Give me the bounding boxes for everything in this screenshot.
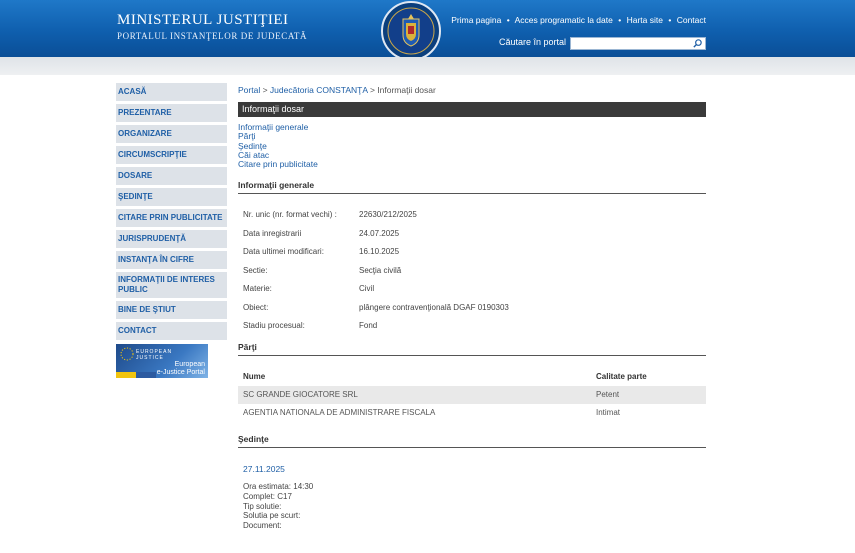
info-value: Fond bbox=[359, 321, 378, 331]
party-name: SC GRANDE GIOCATORE SRL bbox=[243, 390, 358, 400]
info-row bbox=[238, 242, 706, 261]
info-value: Civil bbox=[359, 284, 375, 294]
sidebar-item-dosare[interactable]: DOSARE bbox=[116, 167, 227, 185]
search-input[interactable] bbox=[570, 37, 706, 50]
section-heading-sedinte: Şedinţe bbox=[238, 434, 706, 448]
coat-of-arms-icon[interactable] bbox=[381, 1, 441, 61]
ejustice-portal-banner[interactable] bbox=[116, 344, 208, 378]
session-ora: Ora estimata: 14:30 bbox=[243, 481, 314, 491]
sidebar-item-sedinte[interactable]: ŞEDINŢE bbox=[116, 188, 227, 206]
ejustice-portal-text bbox=[157, 361, 205, 377]
party-role: Intimat bbox=[596, 408, 621, 418]
session-tip-solutie: Tip solutie: bbox=[243, 501, 282, 511]
sidebar-item-jurisprudenta[interactable]: JURISPRUDENŢĂ bbox=[116, 230, 227, 248]
ejustice-portal-line-2: e-Justice Portal bbox=[156, 369, 205, 376]
search-label: Căutare în portal bbox=[499, 37, 567, 47]
session-solutia: Solutia pe scurt: bbox=[243, 511, 301, 521]
breadcrumb-portal[interactable]: Portal bbox=[238, 85, 261, 95]
ejustice-portal-line-1: European bbox=[174, 361, 205, 368]
table-row bbox=[238, 386, 706, 404]
info-value: 24.07.2025 bbox=[359, 228, 400, 238]
link-separator: • bbox=[506, 15, 510, 25]
ejustice-flag-stripe bbox=[116, 372, 156, 378]
session-details bbox=[238, 482, 706, 531]
party-name: AGENTIA NATIONALA DE ADMINISTRARE FISCALA bbox=[243, 408, 436, 418]
link-harta-site[interactable]: Harta site bbox=[626, 15, 663, 25]
info-key: Sectie: bbox=[243, 265, 268, 275]
parti-table-header bbox=[238, 368, 706, 386]
session-document: Document: bbox=[243, 521, 282, 531]
site-subtitle: PORTALUL INSTANŢELOR DE JUDECATĂ bbox=[117, 31, 308, 41]
ejustice-eu-line-1: EUROPEAN bbox=[136, 349, 173, 355]
link-prima-pagina[interactable]: Prima pagina bbox=[451, 15, 502, 25]
sidebar-item-prezentare[interactable]: PREZENTARE bbox=[116, 104, 227, 122]
ejustice-eu-text bbox=[136, 349, 172, 361]
column-header-calitate: Calitate parte bbox=[596, 372, 647, 382]
info-key: Nr. unic (nr. format vechi) : bbox=[243, 210, 337, 220]
info-key: Data ultimei modificari: bbox=[243, 247, 324, 257]
info-key: Stadiu procesual: bbox=[243, 321, 305, 331]
info-value: 16.10.2025 bbox=[359, 247, 400, 257]
breadcrumb-current: Informaţii dosar bbox=[377, 85, 436, 95]
breadcrumb-court[interactable]: Judecătoria CONSTANŢA bbox=[269, 85, 368, 95]
sidebar-item-acasa[interactable]: ACASĂ bbox=[116, 83, 227, 101]
info-row bbox=[238, 316, 706, 335]
section-heading-general: Informaţii generale bbox=[238, 180, 706, 194]
link-separator: • bbox=[618, 15, 622, 25]
breadcrumb-separator: > bbox=[262, 85, 270, 95]
link-separator: • bbox=[668, 15, 672, 25]
sidebar-item-citare[interactable]: CITARE PRIN PUBLICITATE bbox=[116, 209, 227, 227]
section-link-parti[interactable]: Părţi bbox=[238, 131, 256, 142]
column-header-nume: Nume bbox=[243, 372, 266, 382]
ejustice-eu-line-2: JUSTICE bbox=[136, 355, 164, 361]
general-info-table bbox=[238, 205, 706, 335]
sidebar-item-organizare[interactable]: ORGANIZARE bbox=[116, 125, 227, 143]
section-link-citare[interactable]: Citare prin publicitate bbox=[238, 159, 318, 170]
section-links bbox=[238, 123, 706, 169]
info-key: Materie: bbox=[243, 284, 272, 294]
eu-stars-icon bbox=[120, 347, 134, 361]
sidebar-item-bine-de-stiut[interactable]: BINE DE ŞTIUT bbox=[116, 301, 227, 319]
link-acces-programatic[interactable]: Acces programatic la date bbox=[514, 15, 613, 25]
sidebar-item-instanta-in-cifre[interactable]: INSTANŢA ÎN CIFRE bbox=[116, 251, 227, 269]
session-complet: Complet: C17 bbox=[243, 491, 292, 501]
table-row bbox=[238, 404, 706, 422]
breadcrumb bbox=[238, 85, 706, 97]
info-value: 22630/212/2025 bbox=[359, 210, 417, 220]
info-key: Data inregistrarii bbox=[243, 228, 302, 238]
page-title: Informaţii dosar bbox=[238, 102, 706, 117]
info-row bbox=[238, 205, 706, 224]
site-header bbox=[0, 0, 855, 57]
site-title[interactable]: MINISTERUL JUSTIŢIEI bbox=[117, 12, 289, 28]
section-heading-parti: Părţi bbox=[238, 342, 706, 356]
section-link-cai-atac[interactable]: Căi atac bbox=[238, 149, 270, 160]
link-contact[interactable]: Contact bbox=[676, 15, 706, 25]
sidebar-item-contact[interactable]: CONTACT bbox=[116, 322, 227, 340]
main-content bbox=[238, 85, 706, 531]
section-link-informatii-generale[interactable]: Informaţii generale bbox=[238, 122, 309, 132]
info-row bbox=[238, 261, 706, 280]
info-row bbox=[238, 298, 706, 317]
sidebar-item-circumscriptie[interactable]: CIRCUMSCRIPŢIE bbox=[116, 146, 227, 164]
breadcrumb-separator: > bbox=[369, 85, 378, 95]
section-link-sedinte[interactable]: Şedinţe bbox=[238, 140, 267, 151]
sidebar-nav bbox=[116, 83, 227, 343]
header-band bbox=[0, 57, 855, 75]
info-row bbox=[238, 224, 706, 243]
search-icon[interactable] bbox=[692, 38, 703, 49]
sidebar-item-informatii-interes-public[interactable]: INFORMAŢII DE INTERES PUBLIC bbox=[116, 272, 227, 298]
info-key: Obiect: bbox=[243, 302, 269, 312]
session-date: 27.11.2025 bbox=[243, 463, 285, 474]
info-row bbox=[238, 279, 706, 298]
top-links bbox=[451, 15, 706, 25]
party-role: Petent bbox=[596, 390, 620, 400]
parti-table bbox=[238, 368, 706, 422]
info-value: Secţia civilă bbox=[359, 265, 402, 275]
info-value: plângere contravenţională DGAF 0190303 bbox=[359, 302, 509, 312]
